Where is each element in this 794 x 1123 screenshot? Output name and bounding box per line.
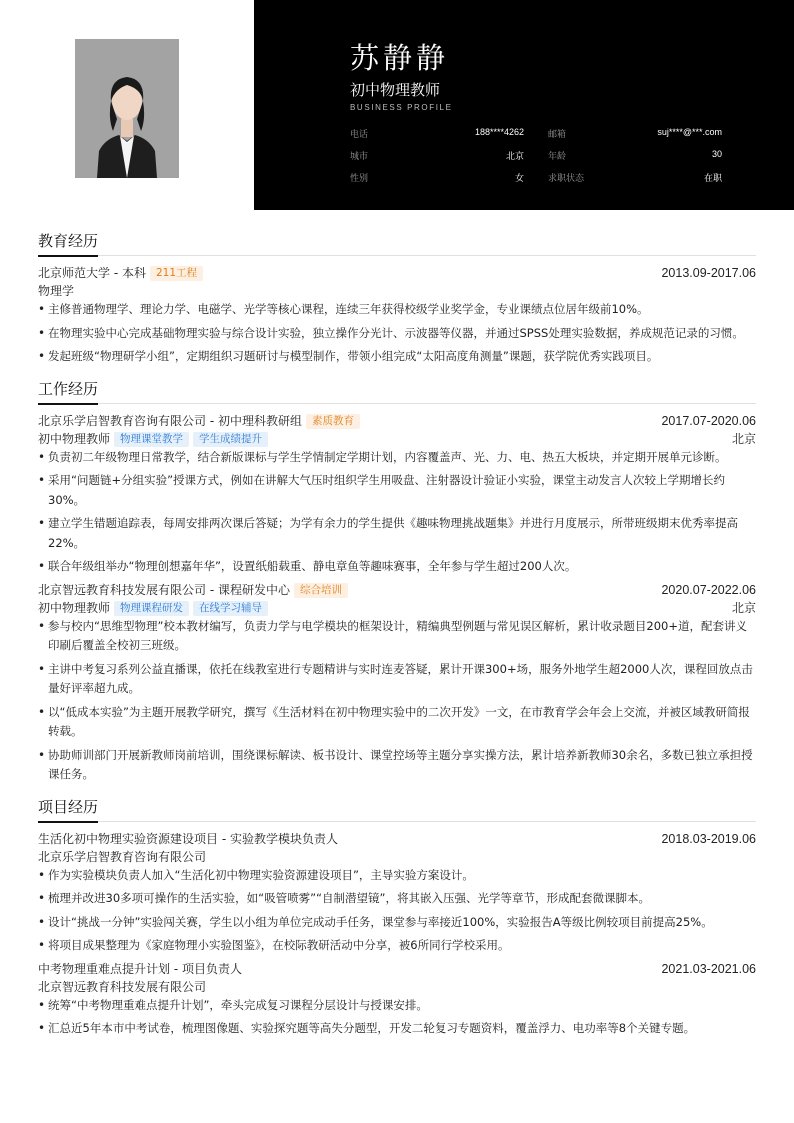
work-entry — [38, 412, 756, 577]
info-value: 188****4262 — [474, 127, 524, 137]
company-tag: 综合培训 — [294, 583, 348, 598]
role-row — [38, 430, 756, 448]
work-entry — [38, 581, 756, 785]
section-title: 工作经历 — [38, 380, 98, 405]
section-title: 项目经历 — [38, 798, 98, 823]
bullet-item: • 联合年级组举办“物理创想嘉年华”，设置纸船载重、静电章鱼等趣味赛事，全年参与学生超过200人次。 — [38, 557, 756, 577]
info-label: 年龄 — [548, 152, 567, 162]
work-city: 北京 — [731, 431, 756, 446]
bullet-item: • 在物理实验中心完成基础物理实验与综合设计实验，独立操作分光计、示波器等仪器，并通过SPSS处理实验数据，养成规范记录的习惯。 — [38, 324, 756, 344]
info-value: 北京 — [505, 151, 524, 161]
info-label: 性别 — [350, 174, 369, 184]
bullet-item: • 梳理并改进30多项可操作的生活实验，如“吸管喷雾”“自制潜望镜”，将其嵌入压强、光学等章节，形成配套微课脚本。 — [38, 889, 756, 909]
project-row — [38, 830, 756, 848]
school-tag: 211工程 — [150, 266, 203, 281]
info-label: 邮箱 — [548, 130, 567, 140]
info-value: 在职 — [703, 173, 722, 183]
info-value: 女 — [514, 173, 524, 183]
work-section — [38, 380, 756, 785]
education-dates: 2013.09-2017.06 — [661, 266, 756, 280]
candidate-name: 苏静静 — [350, 41, 450, 75]
school-name: 北京师范大学 - 本科 — [38, 266, 146, 280]
company-row — [38, 412, 756, 430]
bullet-item: • 发起班级“物理研学小组”，定期组织习题研讨与模型制作，带领小组完成“太阳高度角测量”课题，获学院优秀实践项目。 — [38, 347, 756, 367]
project-org: 北京乐学启智教育咨询有限公司 — [38, 849, 207, 864]
section-header — [38, 380, 756, 404]
role: 初中物理教师 — [38, 600, 111, 615]
tagline: BUSINESS PROFILE — [350, 103, 453, 112]
header-banner — [254, 0, 794, 210]
bullet-item: • 主修普通物理学、理论力学、电磁学、光学等核心课程，连续三年获得校级学业奖学金，专业课绩点位居年级前10%。 — [38, 300, 756, 320]
project-name: 生活化初中物理实验资源建设项目 - 实验教学模块负责人 — [38, 831, 338, 846]
bullet-item: • 作为实验模块负责人加入“生活化初中物理实验资源建设项目”，主导实验方案设计。 — [38, 866, 756, 886]
education-school-row — [38, 264, 756, 282]
section-title: 教育经历 — [38, 232, 98, 257]
work-bullets — [38, 617, 756, 785]
project-entry — [38, 830, 756, 956]
info-value: suj****@***.com — [657, 127, 722, 137]
bullet-item: • 建立学生错题追踪表，每周安排两次课后答疑；为学有余力的学生提供《趣味物理挑战题集》并进行月度展示，所带班级期末优秀率提高22%。 — [38, 514, 756, 553]
education-major-row — [38, 282, 756, 300]
bullet-item: • 负责初二年级物理日常教学，结合新版课标与学生学情制定学期计划，内容覆盖声、光、力、电、热五大板块，并定期开展单元诊断。 — [38, 448, 756, 468]
info-value: 30 — [711, 149, 722, 159]
project-entry — [38, 960, 756, 1039]
education-section — [38, 232, 756, 367]
photo-area — [0, 0, 254, 210]
education-bullets — [38, 300, 756, 367]
project-bullets — [38, 996, 756, 1039]
project-org: 北京智远教育科技发展有限公司 — [38, 979, 207, 994]
work-dates: 2020.07-2022.06 — [661, 582, 756, 597]
work-city: 北京 — [731, 600, 756, 615]
project-org-row — [38, 848, 756, 866]
resume-body — [38, 232, 756, 1052]
project-dates: 2021.03-2021.06 — [661, 961, 756, 976]
job-title: 初中物理教师 — [350, 81, 441, 99]
bullet-item: • 主讲中考复习系列公益直播课，依托在线教室进行专题精讲与实时连麦答疑，累计开课300+场，服务外地学生超2000人次，课程回放点击量好评率超九成。 — [38, 660, 756, 699]
project-name: 中考物理重难点提升计划 - 项目负责人 — [38, 961, 242, 976]
role-row — [38, 599, 756, 617]
projects-section — [38, 798, 756, 1039]
project-dates: 2018.03-2019.06 — [661, 831, 756, 846]
info-label: 电话 — [350, 130, 369, 140]
project-bullets — [38, 866, 756, 956]
bullet-item: • 协助师训部门开展新教师岗前培训，围绕课标解读、板书设计、课堂控场等主题分享实操方法，累计培养新教师30余名，多数已独立承担授课任务。 — [38, 746, 756, 785]
bullet-item: • 统筹“中考物理重难点提升计划”，牵头完成复习课程分层设计与授课安排。 — [38, 996, 756, 1016]
company-name: 北京智远教育科技发展有限公司 - 课程研发中心 — [38, 582, 290, 597]
work-dates: 2017.07-2020.06 — [661, 413, 756, 428]
skill-tag: 在线学习辅导 — [193, 601, 268, 616]
project-row — [38, 960, 756, 978]
skill-tag: 物理课堂教学 — [114, 432, 189, 447]
work-bullets — [38, 448, 756, 577]
profile-photo — [75, 39, 179, 178]
company-tag: 素质教育 — [306, 414, 360, 429]
bullet-item: • 将项目成果整理为《家庭物理小实验图鉴》，在校际教研活动中分享，被6所同行学校采用。 — [38, 936, 756, 956]
project-org-row — [38, 978, 756, 996]
section-header — [38, 232, 756, 256]
bullet-item: • 以“低成本实验”为主题开展教学研究，撰写《生活材料在初中物理实验中的二次开发》一文，在市教育学会年会上交流，并被区域教研简报转载。 — [38, 703, 756, 742]
section-header — [38, 798, 756, 822]
company-name: 北京乐学启智教育咨询有限公司 - 初中理科教研组 — [38, 413, 302, 428]
skill-tag: 物理课程研发 — [114, 601, 189, 616]
bullet-item: • 汇总近5年本市中考试卷，梳理图像题、实验探究题等高失分题型，开发二轮复习专题资料，覆盖浮力、电功率等8个关键专题。 — [38, 1019, 756, 1039]
major: 物理学 — [38, 284, 75, 298]
skill-tag: 学生成绩提升 — [193, 432, 268, 447]
bullet-item: • 采用“问题链+分组实验”授课方式，例如在讲解大气压时组织学生用吸盘、注射器设计验证小实验，课堂主动发言人次较上学期增长约30%。 — [38, 471, 756, 510]
info-label: 求职状态 — [548, 174, 585, 184]
role: 初中物理教师 — [38, 431, 111, 446]
info-label: 城市 — [350, 152, 369, 162]
company-row — [38, 581, 756, 599]
resume-header — [0, 0, 794, 210]
bullet-item: • 参与校内“思维型物理”校本教材编写，负责力学与电学模块的框架设计，精编典型例题与常见误区解析，累计收录题目200+道，配套讲义印刷后覆盖全校初三班级。 — [38, 617, 756, 656]
bullet-item: • 设计“挑战一分钟”实验闯关赛，学生以小组为单位完成动手任务，课堂参与率接近100%，实验报告A等级比例较项目前提高25%。 — [38, 913, 756, 933]
